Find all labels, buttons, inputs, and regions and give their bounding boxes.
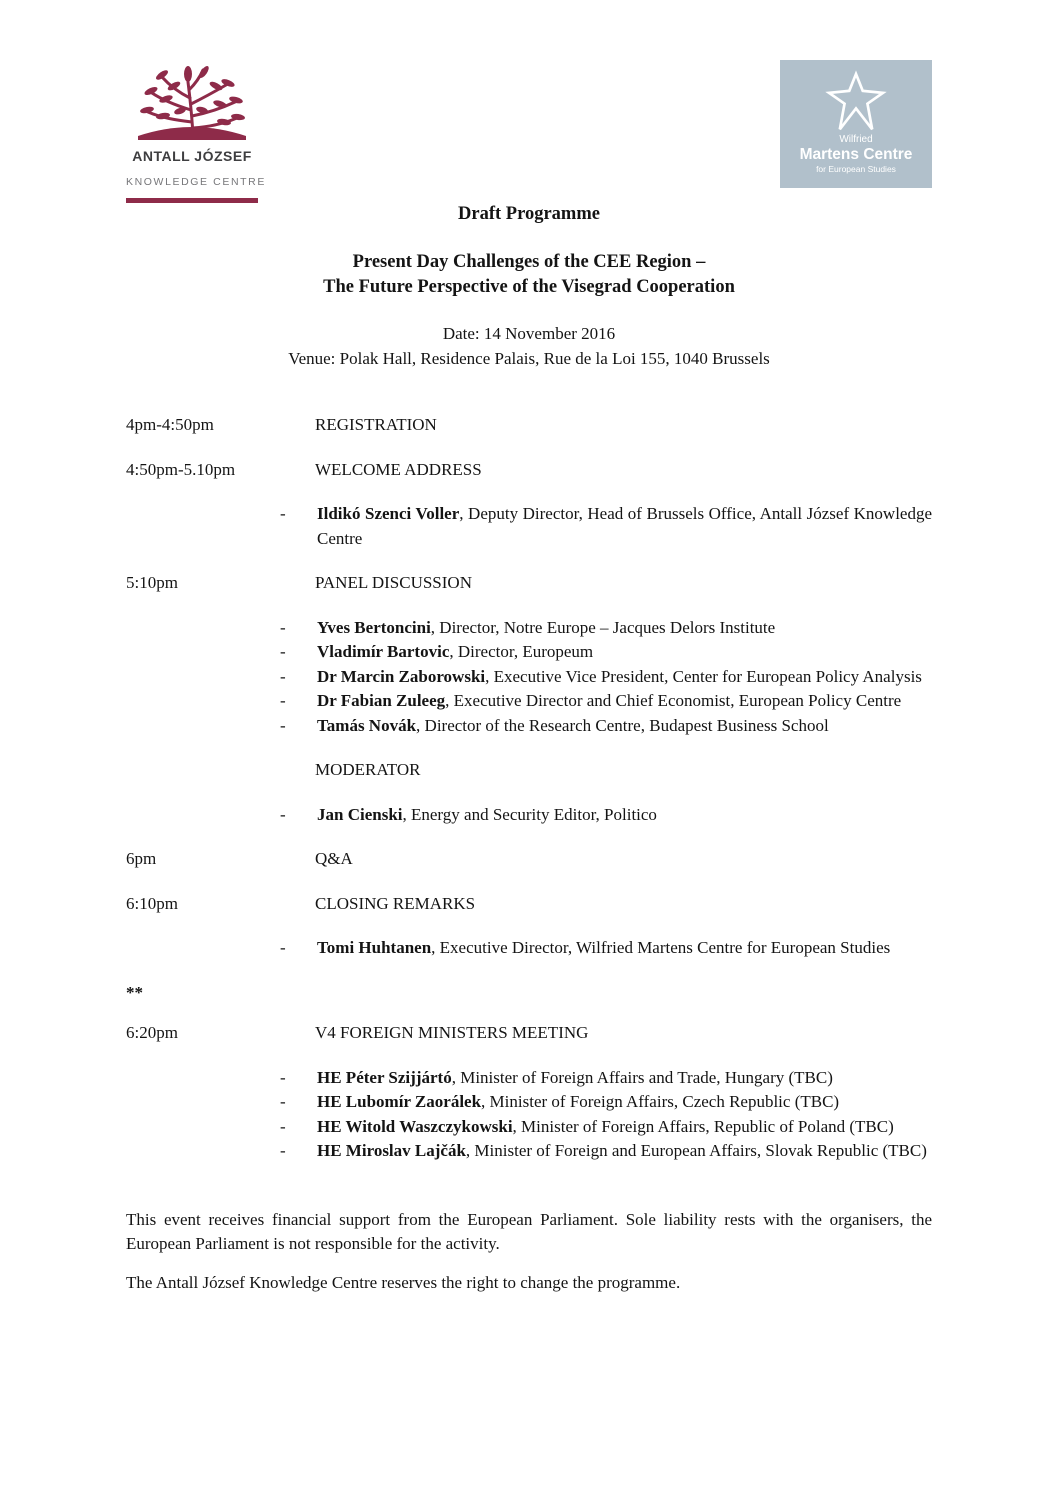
speaker-text	[317, 616, 932, 641]
funding-note: This event receives financial support from the European Parliament. Sole liability rests with the organisers, the European Parliament is not responsible for the activity.	[126, 1209, 932, 1253]
speaker-text	[317, 803, 932, 828]
speaker-item	[126, 1090, 932, 1115]
martens-star-icon	[822, 70, 890, 132]
martens-line2: Martens Centre	[799, 146, 913, 163]
session-heading: PANEL DISCUSSION	[315, 573, 472, 592]
event-title-line1: Present Day Challenges of the CEE Region –	[352, 252, 706, 272]
speaker-item	[126, 936, 932, 961]
session-closing	[126, 892, 932, 917]
bullet-dash-icon: -	[280, 1092, 286, 1111]
speaker-name: Yves Bertoncini	[317, 617, 431, 637]
session-time: 4:50pm-5.10pm	[126, 459, 236, 479]
event-title	[126, 250, 932, 300]
martens-line1: Wilfried	[839, 134, 873, 145]
closing-speakers	[126, 936, 932, 961]
speaker-desc: , Minister of Foreign and European Affairs, Slovak Republic (TBC)	[465, 1141, 927, 1160]
speaker-text	[317, 640, 932, 665]
speaker-item	[126, 640, 932, 665]
session-time: 5:10pm	[126, 573, 178, 592]
speaker-desc: , Executive Vice President, Center for European Policy Analysis	[485, 666, 922, 686]
speaker-desc: , Director, Europeum	[449, 642, 594, 661]
ajkc-tree-icon	[136, 66, 248, 142]
session-v4-meeting	[126, 1021, 932, 1046]
speaker-text	[317, 502, 932, 551]
ajkc-subname: KNOWLEDGE CENTRE	[126, 175, 266, 188]
bullet-dash-icon: -	[280, 1067, 286, 1087]
speaker-text	[317, 689, 932, 714]
bullet-dash-icon: -	[280, 691, 286, 710]
session-time: 6pm	[126, 849, 157, 868]
ajkc-name: ANTALL JÓZSEF	[132, 148, 252, 164]
logo-header	[126, 60, 932, 190]
speaker-text	[317, 1066, 932, 1091]
doc-title: Draft Programme	[458, 204, 600, 224]
moderator-speakers	[126, 803, 932, 828]
speaker-text	[317, 1090, 932, 1115]
speaker-item	[126, 1139, 932, 1164]
session-time: 4pm-4:50pm	[126, 415, 214, 434]
bullet-dash-icon: -	[280, 1116, 286, 1136]
schedule	[126, 413, 932, 1164]
panel-speakers	[126, 616, 932, 739]
speaker-item	[126, 616, 932, 641]
speaker-desc: , Executive Director and Chief Economist, European Policy Centre	[445, 691, 902, 710]
speaker-text	[317, 714, 932, 739]
session-qa	[126, 847, 932, 872]
moderator-heading: MODERATOR	[315, 760, 421, 779]
speaker-name: Ildikó Szenci Voller	[317, 504, 460, 523]
speaker-text	[317, 665, 932, 690]
speaker-item	[126, 689, 932, 714]
bullet-dash-icon: -	[280, 1141, 286, 1160]
speaker-desc: , Director, Notre Europe – Jacques Delors Institute	[430, 617, 776, 637]
speaker-name: Dr Fabian Zuleeg	[317, 691, 446, 710]
speaker-name: Tomi Huhtanen	[317, 938, 432, 957]
martens-logo	[780, 60, 932, 188]
speaker-name: Vladimír Bartovic	[317, 642, 450, 661]
speaker-desc: , Minister of Foreign Affairs, Czech Republic (TBC)	[481, 1092, 840, 1111]
section-separator: **	[126, 982, 143, 1002]
bullet-dash-icon: -	[280, 938, 286, 957]
bullet-dash-icon: -	[280, 642, 286, 661]
session-heading: WELCOME ADDRESS	[315, 459, 482, 479]
martens-line3: for European Studies	[816, 164, 896, 174]
bullet-dash-icon: -	[280, 666, 286, 686]
session-time: 6:20pm	[126, 1023, 178, 1042]
footer-notes	[126, 1208, 932, 1296]
event-venue: Venue: Polak Hall, Residence Palais, Rue de la Loi 155, 1040 Brussels	[288, 349, 770, 368]
speaker-desc: , Director of the Research Centre, Budapest Business School	[416, 715, 829, 735]
speaker-name: HE Witold Waszczykowski	[317, 1116, 513, 1136]
ajkc-underline	[126, 198, 258, 203]
speaker-desc: , Minister of Foreign Affairs, Republic of Poland (TBC)	[512, 1116, 894, 1136]
welcome-speakers	[126, 502, 932, 551]
speaker-text	[317, 1115, 932, 1140]
bullet-dash-icon: -	[280, 617, 286, 637]
speaker-item	[126, 665, 932, 690]
disclaimer-note: The Antall József Knowledge Centre reserves the right to change the programme.	[126, 1272, 681, 1292]
speaker-item	[126, 714, 932, 739]
speaker-text	[317, 936, 932, 961]
session-heading: Q&A	[315, 849, 353, 868]
speaker-item	[126, 1115, 932, 1140]
bullet-dash-icon: -	[280, 804, 286, 824]
session-heading: REGISTRATION	[315, 415, 437, 434]
speaker-item	[126, 1066, 932, 1091]
ajkc-logo	[126, 66, 266, 203]
session-heading: CLOSING REMARKS	[315, 893, 476, 913]
speaker-text	[317, 1139, 932, 1164]
bullet-dash-icon: -	[280, 504, 286, 523]
session-heading: V4 FOREIGN MINISTERS MEETING	[315, 1023, 589, 1042]
event-date: Date: 14 November 2016	[442, 324, 616, 343]
speaker-name: Tamás Novák	[317, 715, 417, 735]
session-time: 6:10pm	[126, 893, 178, 913]
event-title-line2: The Future Perspective of the Visegrad Cooperation	[323, 277, 735, 297]
speaker-desc: , Energy and Security Editor, Politico	[402, 804, 657, 824]
speaker-name: HE Lubomír Zaorálek	[317, 1092, 482, 1111]
session-registration	[126, 413, 932, 438]
bullet-dash-icon: -	[280, 715, 286, 735]
speaker-name: HE Miroslav Lajčák	[317, 1141, 466, 1160]
speaker-desc: , Minister of Foreign Affairs and Trade, Hungary (TBC)	[451, 1067, 833, 1087]
event-meta	[126, 321, 932, 371]
session-welcome	[126, 458, 932, 483]
speaker-desc: , Deputy Director, Head of Brussels Office, Antall József Knowledge Centre	[317, 504, 933, 548]
speaker-item	[126, 803, 932, 828]
speaker-name: Dr Marcin Zaborowski	[317, 666, 486, 686]
speaker-item	[126, 502, 932, 551]
session-panel	[126, 571, 932, 596]
speaker-name: Jan Cienski	[317, 804, 403, 824]
speaker-name: HE Péter Szijjártó	[317, 1067, 452, 1087]
v4-ministers	[126, 1066, 932, 1164]
speaker-desc: , Executive Director, Wilfried Martens Centre for European Studies	[431, 938, 891, 957]
